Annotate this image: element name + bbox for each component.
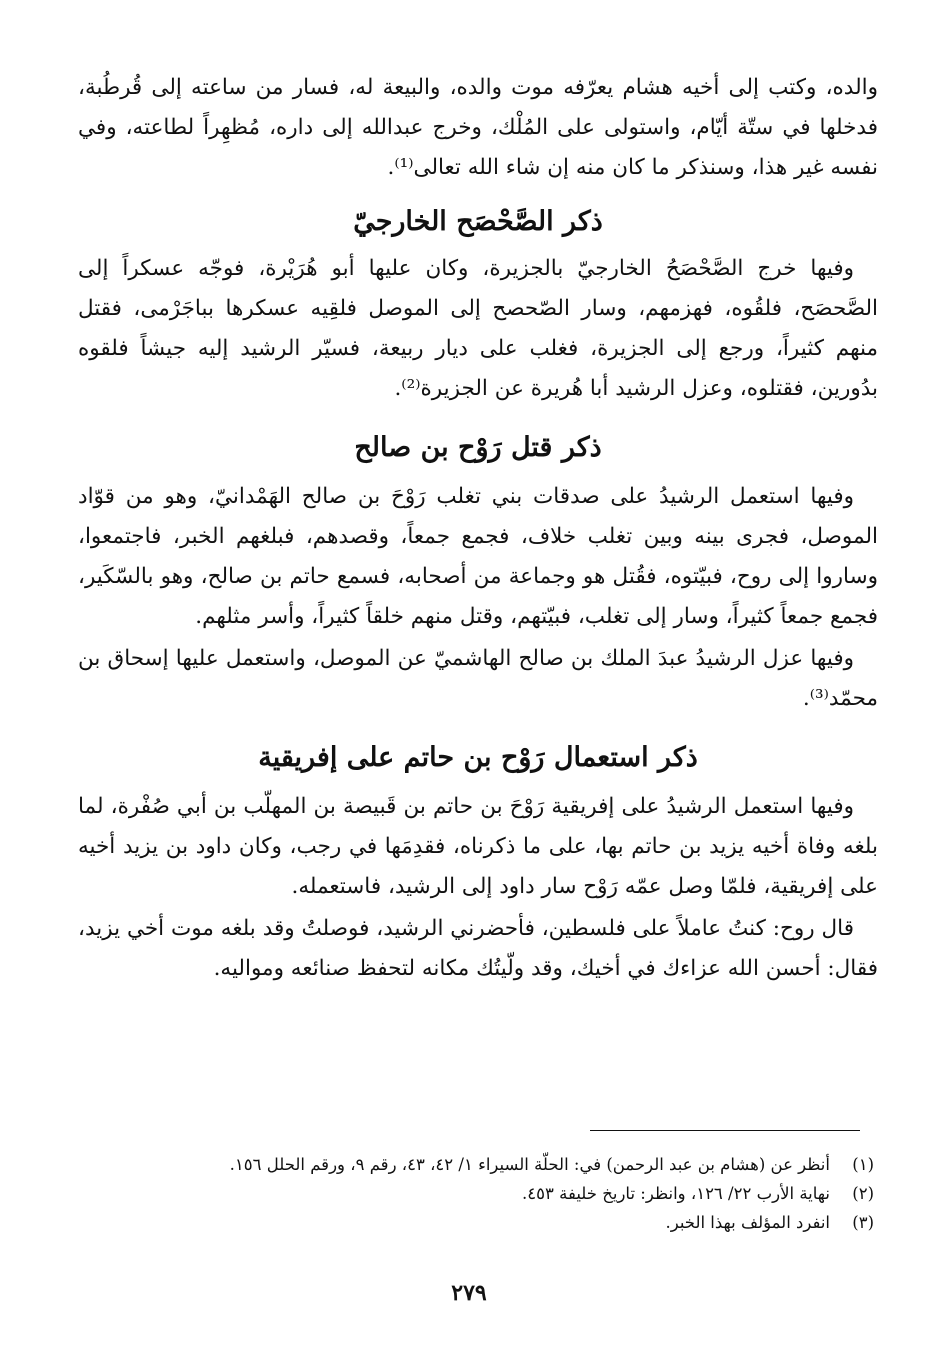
paragraph-5: وفيها استعمل الرشيدُ على إفريقية رَوْحَ بن حاتم بن قَبيصة بن المهلّب بن أبي صُفْرة، لما بلغه وفاة أخيه يزيد بن حاتم بها، على ما ذكرناه، فقدِمَها في رجب، وكان داود بن يزيد أخيه على إفريقية، فلمّا وصل عمّه رَوْح سار داود إلى الرشيد، فاستعمله. <box>78 794 878 899</box>
paragraph-1: والده، وكتب إلى أخيه هشام يعرّفه موت والده، والبيعة له، فسار من ساعته إلى قُرطُبة، فدخلها في ستّة أيّام، واستولى على المُلْك، وخرج عبدالله إلى داره، مُظهِراً لطاعته، وفي نفسه غير هذا، وسنذكر ما كان منه إن شاء الله تعالى⁽¹⁾. <box>78 75 878 180</box>
paragraph-2: وفيها خرج الصَّحْصَحُ الخارجيّ بالجزيرة، وكان عليها أبو هُرَيْرة، فوجّه عسكراً إلى الصَّحصَح، فلقُوه، فهزمهم، وسار الصّحصح إلى الموصل فلقِيه عسكرها بباجَرْمى، فقتل منهم كثيراً، ورجع إلى الجزيرة، فغلب على ديار ربيعة، فسيّر الرشيد إليه جيشاً فلقوه بدُورين، فقتلوه، وعزل الرشيد أبا هُريرة عن الجزيرة⁽²⁾. <box>78 256 878 401</box>
paragraph-4: وفيها عزل الرشيدُ عبدَ الملك بن صالح الهاشميّ عن الموصل، واستعمل عليها إسحاق بن محمّد⁽³⁾. <box>78 646 878 711</box>
footnote-item <box>74 1150 874 1179</box>
page-number: ٢٧٩ <box>451 1280 487 1306</box>
footnote-number: (١) <box>852 1155 874 1174</box>
paragraph-6: قال روح: كنتُ عاملاً على فلسطين، فأحضرني الرشيد، فوصلتُ وقد بلغه موت أخي يزيد، فقال: أحسن الله عزاءك في أخيك، وقد ولّيتُك مكانه لتحفظ صنائعه ومواليه. <box>78 916 878 981</box>
footnote-text: أنظر عن (هشام بن عبد الرحمن) في: الحلّة السيراء ١/ ٤٢، ٤٣، رقم ٩، ورقم الحلل ١٥٦. <box>229 1155 830 1174</box>
section-heading-rawh-ifriqiya: ذكر استعمال رَوْح بن حاتم على إفريقية <box>258 742 698 773</box>
page-body <box>78 68 878 989</box>
section-heading-rawh-killing: ذكر قتل رَوْح بن صالح <box>354 432 602 463</box>
section-heading-sahsah: ذكر الصَّحْصَح الخارجيّ <box>353 206 603 237</box>
footnote-number: (٢) <box>852 1184 874 1203</box>
footnote-item <box>74 1208 874 1237</box>
footnote-item <box>74 1179 874 1208</box>
footnote-number: (٣) <box>852 1213 874 1232</box>
footnote-separator <box>590 1130 860 1131</box>
footnote-text: نهاية الأرب ٢٢/ ١٢٦، وانظر: تاريخ خليفة ٤٥٣. <box>522 1184 830 1203</box>
footnotes <box>74 1150 874 1237</box>
footnote-text: انفرد المؤلف بهذا الخبر. <box>665 1213 830 1232</box>
paragraph-3: وفيها استعمل الرشيدُ على صدقات بني تغلب رَوْحَ بن صالح الهَمْدانيّ، وهو من قوّاد الموصل، فجرى بينه وبين تغلب خلاف، فجمع جمعاً، وقصدهم، فبلغهم الخبر، فاجتمعوا، وساروا إلى روح، فبيّتوه، فقُتل هو وجماعة من أصحابه، فسمع حاتم بن صالح، وهو بالسّكَير، فجمع جمعاً كثيراً، وسار إلى تغلب، فبيّتهم، وقتل منهم خلقاً كثيراً، وأسر مثلهم. <box>78 484 878 629</box>
